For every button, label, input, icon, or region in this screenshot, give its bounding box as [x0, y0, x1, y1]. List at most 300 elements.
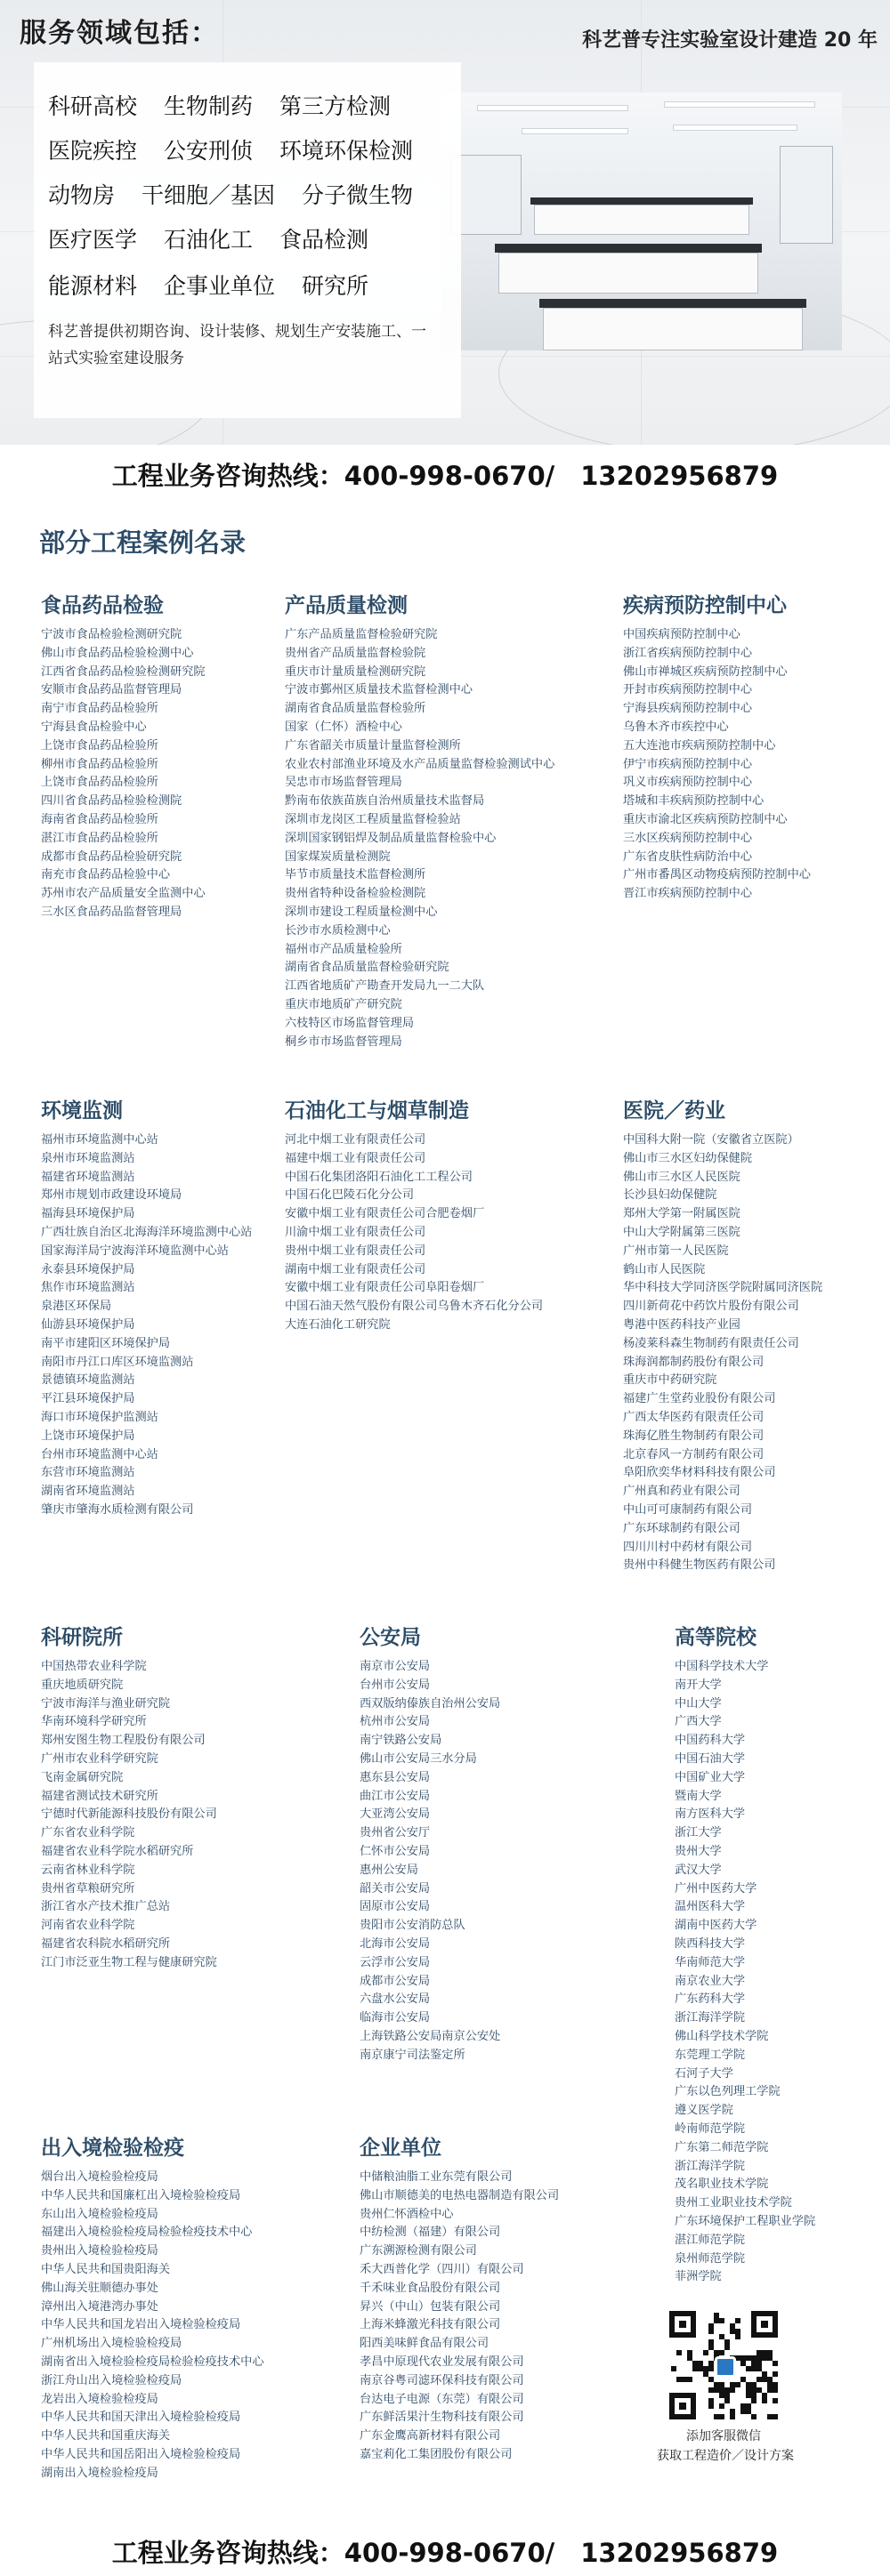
case-item: 湛江师范学院	[675, 2233, 746, 2247]
case-item: 苏州市农产品质量安全监测中心	[41, 887, 206, 901]
service-row	[48, 178, 413, 213]
qr-module	[773, 2414, 778, 2419]
case-item: 中国矿业大学	[675, 1770, 746, 1784]
case-item: 临海市公安局	[360, 2011, 431, 2025]
case-item: 重庆市计量质量检测研究院	[285, 664, 426, 679]
qr-module	[703, 2350, 708, 2355]
section-title: 公安局	[360, 1626, 421, 1649]
case-item: 海口市环境保护监测站	[41, 1410, 158, 1424]
case-list	[41, 1658, 317, 1973]
case-item: 浙江舟山出入境检验检疫局	[41, 2373, 182, 2387]
qr-module	[730, 2387, 735, 2393]
case-item: 宁海县疾病预防控制中心	[623, 702, 753, 716]
case-item: 安徽中烟工业有限责任公司阜阳卷烟厂	[285, 1281, 485, 1295]
qr-finder	[669, 2393, 696, 2419]
qr-module	[719, 2318, 724, 2323]
case-item: 石河子大学	[675, 2066, 733, 2081]
case-item: 南阳市丹江口库区环境监测站	[41, 1355, 194, 1369]
section-title: 医院／药业	[623, 1099, 725, 1123]
case-item: 华中科技大学同济医学院附属同济医院	[623, 1281, 823, 1295]
case-item: 东莞理工学院	[675, 2048, 746, 2062]
case-item: 郑州大学第一附属医院	[623, 1207, 740, 1221]
case-item: 昇兴（中山）包装有限公司	[360, 2299, 501, 2314]
case-item: 中国石化集团洛阳石油化工工程公司	[285, 1170, 473, 1184]
ceiling-light	[673, 125, 797, 131]
case-item: 孝昌中原现代农业发展有限公司	[360, 2355, 524, 2369]
case-item: 晋江市疾病预防控制中心	[623, 887, 753, 901]
section-college	[675, 1621, 879, 2287]
case-item: 南京谷粤司滤环保科技有限公司	[360, 2373, 524, 2387]
case-item: 中山大学	[675, 1696, 722, 1711]
case-item: 杨凌莱科森生物制药有限责任公司	[623, 1336, 799, 1350]
case-item: 遵义医学院	[675, 2104, 733, 2118]
case-list	[285, 1131, 561, 1335]
section-title: 环境监测	[41, 1099, 123, 1123]
case-item: 佛山市食品药品检验检测中心	[41, 646, 194, 660]
case-item: 贵州省产品质量监督检验院	[285, 646, 426, 660]
case-item: 禾大西普化学（四川）有限公司	[360, 2262, 524, 2276]
case-item: 浙江省水产技术推广总站	[41, 1900, 171, 1914]
service-item: 生物制药	[164, 93, 254, 119]
header-title: 服务领域包括：	[20, 18, 219, 49]
case-item: 台达电子电源（东莞）有限公司	[360, 2392, 524, 2406]
case-item: 三水区疾病预防控制中心	[623, 831, 753, 845]
case-item: 湖南中医药大学	[675, 1919, 757, 1933]
case-item: 茂名职业技术学院	[675, 2178, 769, 2192]
section-title: 疾病预防控制中心	[623, 594, 787, 617]
case-item: 福建省农科院水稻研究所	[41, 1936, 171, 1951]
case-item: 贵州中烟工业有限责任公司	[285, 1244, 426, 1258]
case-item: 重庆市中药研究院	[623, 1373, 717, 1388]
case-item: 中纺检测（福建）有限公司	[360, 2226, 501, 2240]
case-item: 贵州省特种设备检验检测院	[285, 887, 426, 901]
case-item: 广东以色列理工学院	[675, 2085, 781, 2099]
case-item: 仙游县环境保护局	[41, 1317, 135, 1332]
case-item: 大亚湾公安局	[360, 1807, 431, 1822]
case-item: 江门市泛亚生物工程与健康研究院	[41, 1955, 217, 1969]
case-item: 北京春风一方制药有限公司	[623, 1447, 765, 1461]
qr-module	[751, 2398, 756, 2403]
case-item: 鹤山市人民医院	[623, 1262, 706, 1276]
case-item: 深圳市建设工程质量检测中心	[285, 905, 438, 919]
cases-title: 部分工程案例名录	[39, 527, 247, 558]
section-title: 高等院校	[675, 1626, 756, 1649]
case-item: 贵州省公安厅	[360, 1826, 431, 1840]
company-slogan: 科艺普专注实验室设计建造 20 年	[582, 29, 878, 52]
case-item: 福建省测试技术研究所	[41, 1789, 158, 1803]
case-item: 长沙县妇幼保健院	[623, 1188, 717, 1203]
case-item: 中储粮油脂工业东莞有限公司	[360, 2170, 513, 2184]
section-title: 石油化工与烟草制造	[285, 1099, 469, 1123]
case-item: 郑州市规划市政建设环境局	[41, 1188, 182, 1203]
qr-module	[773, 2371, 778, 2377]
case-item: 宁海县食品检验中心	[41, 720, 147, 734]
case-item: 南京农业大学	[675, 1974, 746, 1988]
qr-caption-2: 获取工程造价／设计方案	[657, 2449, 794, 2463]
service-item: 公安刑侦	[164, 138, 254, 164]
case-item: 佛山市公安局三水分局	[360, 1751, 477, 1766]
case-item: 河南省农业科学院	[41, 1919, 135, 1933]
case-item: 广西太华医药有限责任公司	[623, 1410, 765, 1424]
qr-module	[735, 2318, 740, 2323]
case-item: 阳西美味鲜食品有限公司	[360, 2337, 490, 2351]
case-item: 国家海洋局宁波海洋环境监测中心站	[41, 1244, 229, 1258]
case-item: 广东省皮肤性病防治中心	[623, 849, 753, 864]
case-item: 农业农村部渔业环境及水产品质量监督检验测试中心	[285, 757, 555, 771]
service-item: 科研高校	[48, 93, 138, 119]
case-item: 湖南中烟工业有限责任公司	[285, 1262, 426, 1276]
bench-top	[530, 197, 753, 205]
lab-bench	[543, 308, 803, 350]
case-item: 浙江大学	[675, 1826, 722, 1840]
case-item: 重庆市地质矿产研究院	[285, 997, 402, 1011]
case-item: 六盘水公安局	[360, 1992, 431, 2007]
case-item: 嘉宝莉化工集团股份有限公司	[360, 2447, 513, 2461]
section-cdc	[623, 589, 890, 904]
case-item: 东山出入境检验检疫局	[41, 2207, 158, 2221]
case-list	[41, 626, 317, 922]
case-item: 台州市公安局	[360, 1678, 431, 1692]
qr-module	[773, 2398, 778, 2403]
case-item: 黔南布依族苗族自治州质量技术监督局	[285, 794, 485, 809]
qr-module	[719, 2414, 724, 2419]
case-item: 上饶市环境保护局	[41, 1429, 135, 1443]
section-title: 出入境检验检疫	[41, 2137, 184, 2160]
case-item: 东营市环境监测站	[41, 1466, 135, 1480]
case-item: 中国热带农业科学院	[41, 1660, 147, 1673]
case-item: 六枝特区市场监督管理局	[285, 1016, 415, 1030]
case-item: 台州市环境监测中心站	[41, 1447, 158, 1461]
hotline-bottom: 工程业务咨询热线：400-998-0670/ 13202956879	[111, 2538, 779, 2568]
case-item: 塔城和丰疾病预防控制中心	[623, 794, 765, 809]
case-item: 广西大学	[675, 1715, 722, 1729]
case-item: 宁波市海洋与渔业研究院	[41, 1696, 171, 1711]
service-item: 研究所	[302, 273, 369, 299]
case-item: 伊宁市疾病预防控制中心	[623, 757, 753, 771]
service-item: 分子微生物	[302, 182, 414, 208]
section-quality	[285, 589, 561, 1051]
case-item: 肇庆市肇海水质检测有限公司	[41, 1502, 194, 1517]
case-item: 安徽中烟工业有限责任公司合肥卷烟厂	[285, 1207, 485, 1221]
case-item: 重庆市渝北区疾病预防控制中心	[623, 812, 788, 826]
case-item: 广州市第一人民医院	[623, 1244, 729, 1258]
case-item: 中华人民共和国重庆海关	[41, 2429, 171, 2443]
ceiling-light	[477, 105, 628, 111]
service-item: 石油化工	[164, 227, 254, 253]
case-item: 国家煤炭质量检测院	[285, 849, 391, 864]
case-item: 乌鲁木齐市疾控中心	[623, 720, 729, 734]
case-item: 中国疾病预防控制中心	[623, 628, 740, 641]
case-item: 贵阳市公安消防总队	[360, 1919, 465, 1933]
case-item: 福建省环境监测站	[41, 1170, 135, 1184]
case-item: 江西省地质矿产勘查开发局九一二大队	[285, 979, 485, 994]
case-item: 桐乡市市场监督管理局	[285, 1034, 402, 1049]
case-item: 阜阳欣奕华材料科技有限公司	[623, 1466, 776, 1480]
case-item: 广东环球制药有限公司	[623, 1521, 740, 1535]
case-item: 景德镇环境监测站	[41, 1373, 135, 1388]
qr-module	[671, 2366, 676, 2371]
qr-module	[762, 2398, 767, 2403]
case-item: 惠州公安局	[360, 1863, 418, 1877]
case-item: 贵州工业职业技术学院	[675, 2196, 792, 2210]
case-item: 温州医科大学	[675, 1900, 746, 1914]
fume-hood	[450, 155, 522, 235]
case-item: 福建出入境检验检疫局检验检疫技术中心	[41, 2226, 253, 2240]
case-item: 广东第二师范学院	[675, 2140, 769, 2154]
case-item: 广州真和药业有限公司	[623, 1485, 740, 1499]
case-item: 湖南省食品质量监督检验所	[285, 702, 426, 716]
case-item: 泉州师范学院	[675, 2251, 746, 2266]
case-item: 贵州省草粮研究所	[41, 1881, 135, 1896]
lab-bench	[534, 205, 749, 235]
case-item: 佛山市顺德美的电热电器制造有限公司	[360, 2188, 560, 2202]
case-item: 四川省食品药品检验检测院	[41, 794, 182, 809]
case-item: 广西壮族自治区北海海洋环境监测中心站	[41, 1225, 253, 1239]
wechat-qr-icon[interactable]	[668, 2309, 780, 2421]
case-item: 韶关市公安局	[360, 1881, 431, 1896]
qr-module	[735, 2382, 740, 2387]
case-item: 湖南省出入境检验检疫局检验检疫技术中心	[41, 2355, 264, 2369]
case-item: 中国药科大学	[675, 1734, 746, 1748]
case-item: 广东溯源检测有限公司	[360, 2244, 477, 2258]
case-item: 福州市产品质量检验所	[285, 942, 402, 956]
case-item: 湖南出入境检验检疫局	[41, 2466, 158, 2480]
case-item: 佛山市三水区妇幼保健院	[623, 1151, 753, 1165]
service-item: 干细胞／基因	[142, 182, 276, 208]
case-item: 贵州出入境检验检疫局	[41, 2244, 158, 2258]
case-item: 宁波市鄞州区质量技术监督检测中心	[285, 683, 473, 697]
case-item: 云浮市公安局	[360, 1955, 431, 1969]
case-item: 南开大学	[675, 1678, 722, 1692]
case-list	[41, 2169, 317, 2483]
case-item: 平江县环境保护局	[41, 1392, 135, 1406]
case-item: 中华人民共和国龙岩出入境检验检疫局	[41, 2318, 241, 2332]
case-item: 珠海润都制药股份有限公司	[623, 1355, 765, 1369]
case-item: 菲洲学院	[675, 2270, 722, 2284]
case-item: 南京康宁司法鉴定所	[360, 2048, 465, 2062]
case-item: 南充市食品药品检验中心	[41, 868, 171, 882]
case-item: 巩义市疾病预防控制中心	[623, 776, 753, 790]
case-item: 中华人民共和国天津出入境检验检疫局	[41, 2411, 241, 2425]
case-item: 贵州大学	[675, 1844, 722, 1858]
case-item: 佛山市三水区人民医院	[623, 1170, 740, 1184]
case-item: 河北中烟工业有限责任公司	[285, 1133, 426, 1147]
case-item: 云南省林业科学院	[41, 1863, 135, 1877]
case-item: 佛山科学技术学院	[675, 2029, 769, 2043]
case-list	[360, 1658, 635, 2065]
qr-module	[708, 2329, 714, 2334]
case-item: 惠东县公安局	[360, 1770, 431, 1784]
case-item: 浙江海洋学院	[675, 2011, 746, 2025]
qr-module	[751, 2414, 756, 2419]
case-item: 长沙市水质检测中心	[285, 923, 391, 938]
section-police	[360, 1621, 635, 2065]
case-item: 陕西科技大学	[675, 1936, 746, 1951]
qr-module	[708, 2366, 714, 2371]
case-item: 永泰县环境保护局	[41, 1262, 135, 1276]
section-environment	[41, 1094, 317, 1520]
case-item: 仁怀市公安局	[360, 1844, 431, 1858]
case-item: 中国石油天然气股份有限公司乌鲁木齐石化分公司	[285, 1300, 544, 1314]
case-item: 安顺市食品药品监督管理局	[41, 683, 182, 697]
qr-finder	[751, 2311, 778, 2338]
case-list	[285, 626, 561, 1051]
case-item: 中山可可康制药有限公司	[623, 1502, 753, 1517]
case-item: 广东药科大学	[675, 1992, 746, 2007]
case-item: 开封市疾病预防控制中心	[623, 683, 753, 697]
section-research	[41, 1621, 317, 1973]
case-item: 南京市公安局	[360, 1660, 431, 1673]
case-item: 武汉大学	[675, 1863, 722, 1877]
case-item: 川渝中烟工业有限责任公司	[285, 1225, 426, 1239]
case-item: 郑州安图生物工程股份有限公司	[41, 1734, 206, 1748]
case-item: 海南省食品药品检验所	[41, 812, 158, 826]
service-item: 环境环保检测	[279, 138, 414, 164]
case-item: 烟台出入境检验检疫局	[41, 2170, 158, 2184]
section-hospital	[623, 1094, 890, 1575]
case-item: 暨南大学	[675, 1789, 722, 1803]
section-title: 科研院所	[41, 1626, 123, 1649]
case-item: 中华人民共和国廉杠出入境检验检疫局	[41, 2188, 241, 2202]
fume-hood	[780, 146, 833, 244]
case-item: 南方医科大学	[675, 1807, 746, 1822]
service-panel	[34, 62, 461, 418]
case-item: 飞南金属研究院	[41, 1770, 124, 1784]
case-item: 中国石油大学	[675, 1751, 746, 1766]
qr-module	[735, 2334, 740, 2339]
section-food	[41, 589, 317, 922]
service-item: 第三方检测	[279, 93, 392, 119]
lab-bench	[498, 253, 758, 294]
case-item: 三水区食品药品监督管理局	[41, 905, 182, 919]
case-item: 曲江市公安局	[360, 1789, 431, 1803]
case-item: 千禾味业食品股份有限公司	[360, 2281, 501, 2295]
case-item: 毕节市质量技术监督检测所	[285, 868, 426, 882]
case-item: 中华人民共和国岳阳出入境检验检疫局	[41, 2447, 241, 2461]
service-item: 能源材料	[48, 273, 138, 299]
case-item: 广州中医药大学	[675, 1881, 757, 1896]
case-item: 深圳市龙岗区工程质量监督检验站	[285, 812, 461, 826]
case-item: 广东产品质量监督检验研究院	[285, 628, 438, 641]
case-item: 深圳国家钢铝焊及制品质量监督检验中心	[285, 831, 497, 845]
case-item: 南平市建阳区环境保护局	[41, 1336, 171, 1350]
case-item: 泉港区环保局	[41, 1300, 112, 1314]
case-item: 漳州出入境港湾办事处	[41, 2299, 158, 2314]
case-list	[623, 1131, 890, 1575]
case-item: 广州市番禺区动物疫病预防控制中心	[623, 868, 811, 882]
case-item: 中国科学技术大学	[675, 1660, 769, 1673]
lab-photo	[441, 93, 842, 350]
service-intro: 科艺普提供初期咨询、设计装修、规划生产安装施工、一站式实验室建设服务	[48, 323, 426, 367]
service-item: 医疗医学	[48, 227, 138, 253]
case-item: 贵州中科健生物医药有限公司	[623, 1558, 776, 1573]
case-item: 华南环境科学研究所	[41, 1715, 147, 1729]
case-item: 福建省农业科学院水稻研究所	[41, 1844, 194, 1858]
case-item: 江西省食品药品检验检测研究院	[41, 664, 206, 679]
service-item: 动物房	[48, 182, 116, 208]
case-item: 珠海亿胜生物制药有限公司	[623, 1429, 765, 1443]
hotline-top: 工程业务咨询热线：400-998-0670/ 13202956879	[111, 461, 779, 491]
service-row	[48, 133, 413, 169]
service-row	[48, 269, 368, 304]
case-item: 重庆地质研究院	[41, 1678, 124, 1692]
case-item: 华南师范大学	[675, 1955, 746, 1969]
qr-module	[687, 2377, 692, 2382]
case-item: 岭南师范学院	[675, 2121, 746, 2136]
case-item: 福州市环境监测中心站	[41, 1133, 158, 1147]
header-banner	[0, 0, 890, 445]
case-item: 广州机场出入境检验检疫局	[41, 2337, 182, 2351]
case-item: 上饶市食品药品检验所	[41, 776, 158, 790]
case-item: 大连石油化工研究院	[285, 1317, 391, 1332]
section-enterprise	[360, 2131, 635, 2465]
section-inspection	[41, 2131, 317, 2483]
case-item: 中国科大附一院（安徽省立医院）	[623, 1133, 799, 1147]
case-item: 中华人民共和国贵阳海关	[41, 2262, 171, 2276]
section-title: 企业单位	[360, 2137, 441, 2160]
case-item: 杭州市公安局	[360, 1715, 431, 1729]
case-item: 佛山市禅城区疾病预防控制中心	[623, 664, 788, 679]
section-title: 食品药品检验	[41, 594, 164, 617]
qr-caption-1: 添加客服微信	[686, 2429, 761, 2443]
service-item: 食品检测	[279, 227, 369, 253]
case-item: 佛山海关驻顺德办事处	[41, 2281, 158, 2295]
case-item: 广东鲜活果汁生物科技有限公司	[360, 2411, 524, 2425]
case-item: 龙岩出入境检验检疫局	[41, 2392, 158, 2406]
qr-module	[676, 2350, 682, 2355]
case-item: 国家（仁怀）酒检中心	[285, 720, 402, 734]
qr-module	[730, 2414, 735, 2419]
case-item: 中山大学附属第三医院	[623, 1225, 740, 1239]
case-item: 广东环境保护工程职业学院	[675, 2214, 816, 2228]
qr-module	[719, 2403, 724, 2409]
case-item: 广州市农业科学研究院	[41, 1751, 158, 1766]
case-item: 贵州仁怀酒检中心	[360, 2207, 454, 2221]
case-list	[41, 1131, 317, 1520]
case-item: 吴忠市市场监督管理局	[285, 776, 402, 790]
case-item: 成都市食品药品检验研究院	[41, 849, 182, 864]
case-item: 宁德时代新能源科技股份有限公司	[41, 1807, 217, 1822]
case-item: 南宁铁路公安局	[360, 1734, 442, 1748]
case-item: 固原市公安局	[360, 1900, 431, 1914]
bench-top	[495, 244, 762, 253]
qr-finder	[669, 2311, 696, 2338]
case-item: 广东省农业科学院	[41, 1826, 135, 1840]
case-item: 上饶市食品药品检验所	[41, 738, 158, 753]
qr-module	[708, 2403, 714, 2409]
qr-block	[657, 2309, 794, 2466]
qr-module	[724, 2398, 730, 2403]
case-list	[675, 1658, 879, 2287]
case-item: 湛江市食品药品检验所	[41, 831, 158, 845]
bench-top	[539, 299, 806, 308]
case-item: 北海市公安局	[360, 1936, 431, 1951]
case-item: 焦作市环境监测站	[41, 1281, 135, 1295]
case-item: 广东金鹰高新材料有限公司	[360, 2429, 501, 2443]
service-item: 企事业单位	[164, 273, 276, 299]
case-item: 成都市公安局	[360, 1974, 431, 1988]
case-item: 福建中烟工业有限责任公司	[285, 1151, 426, 1165]
service-row	[48, 89, 391, 125]
case-item: 福建广生堂药业股份有限公司	[623, 1392, 776, 1406]
case-item: 福海县环境保护局	[41, 1207, 135, 1221]
case-list	[623, 626, 890, 904]
case-item: 上海米蜂激光科技有限公司	[360, 2318, 501, 2332]
case-list	[360, 2169, 635, 2465]
section-petro	[285, 1094, 561, 1335]
service-item: 医院疾控	[48, 138, 138, 164]
case-item: 中国石化巴陵石化分公司	[285, 1188, 415, 1203]
